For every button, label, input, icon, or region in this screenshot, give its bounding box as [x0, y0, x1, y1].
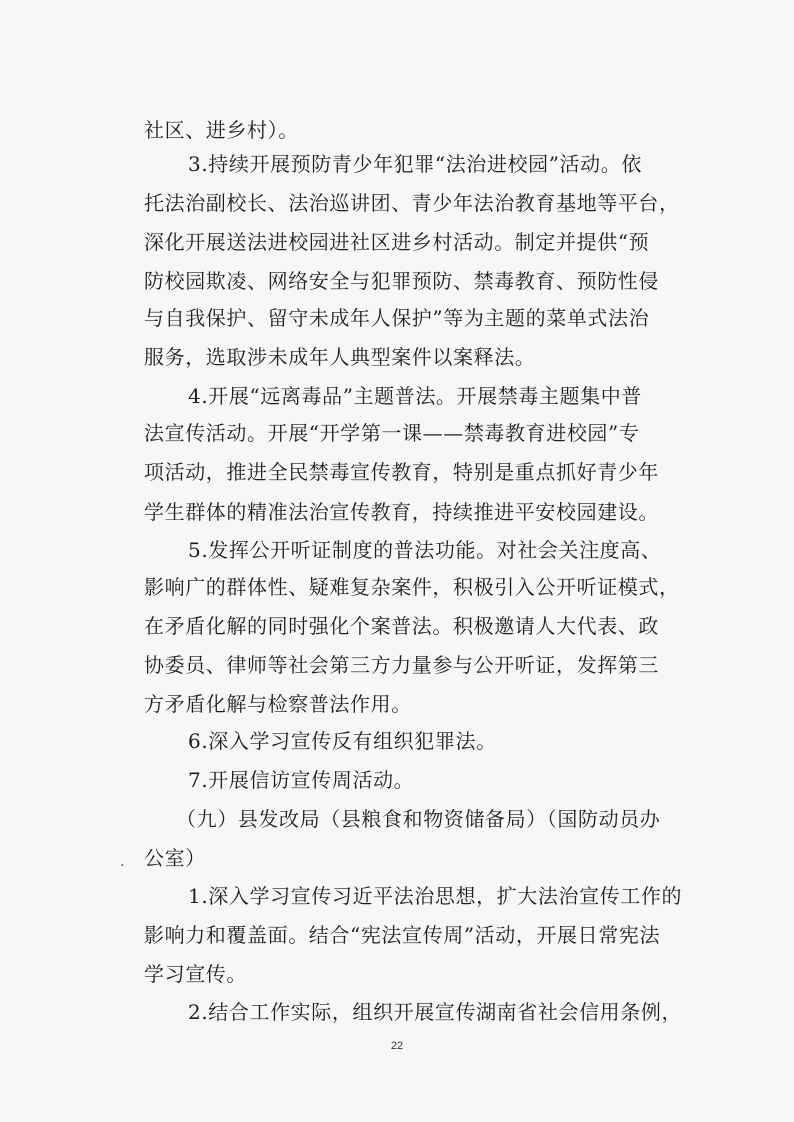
text-line: 法宣传活动。开展“开学第一课——禁毒教育进校园”专 [144, 421, 640, 445]
text-line: 影响力和覆盖面。结合“宪法宣传周”活动，开展日常宪法 [144, 923, 661, 947]
text-line: 深化开展送法进校园进社区进乡村活动。制定并提供“预 [144, 230, 650, 254]
text-line: 3.持续开展预防青少年犯罪“法治进校园”活动。依 [188, 152, 642, 176]
text-line: 7.开展信访宣传周活动。 [188, 768, 415, 792]
text-line: 5.发挥公开听证制度的普法功能。对社会关注度高、 [188, 538, 662, 562]
text-line: 协委员、律师等社会第三方力量参与公开听证，发挥第三 [144, 653, 659, 677]
text-line: 在矛盾化解的同时强化个案普法。积极邀请人大代表、政 [144, 614, 659, 638]
stray-mark: · [120, 858, 125, 874]
text-line: 学生群体的精准法治宣传教育，持续推进平安校园建设。 [144, 500, 659, 524]
text-line: 托法治副校长、法治巡讲团、青少年法治教育基地等平台， [144, 191, 680, 215]
text-line: 项活动，推进全民禁毒宣传教育，特别是重点抓好青少年 [144, 460, 659, 484]
page-number: 22 [390, 1040, 404, 1052]
text-line: 1.深入学习宣传习近平法治思想，扩大法治宣传工作的 [188, 884, 683, 908]
section-heading: （九）县发改局（县粮食和物资储备局）（国防动员办 [176, 807, 661, 831]
text-line: 学习宣传。 [144, 962, 247, 986]
text-line: 与自我保护、留守未成年人保护”等为主题的菜单式法治 [144, 306, 650, 330]
text-line: 防校园欺凌、网络安全与犯罪预防、禁毒教育、预防性侵 [144, 269, 659, 293]
section-heading: 公室） [144, 846, 206, 870]
text-line: 2.结合工作实际，组织开展宣传湖南省社会信用条例， [188, 1000, 683, 1024]
text-line: 4.开展“远离毒品”主题普法。开展禁毒主题集中普 [188, 384, 642, 408]
text-line: 影响广的群体性、疑难复杂案件，积极引入公开听证模式， [144, 575, 680, 599]
text-line: 社区、进乡村）。 [144, 118, 299, 142]
text-line: 方矛盾化解与检察普法作用。 [144, 692, 412, 716]
text-line: 6.深入学习宣传反有组织犯罪法。 [188, 729, 497, 753]
text-line: 服务，选取涉未成年人典型案件以案释法。 [144, 345, 536, 369]
